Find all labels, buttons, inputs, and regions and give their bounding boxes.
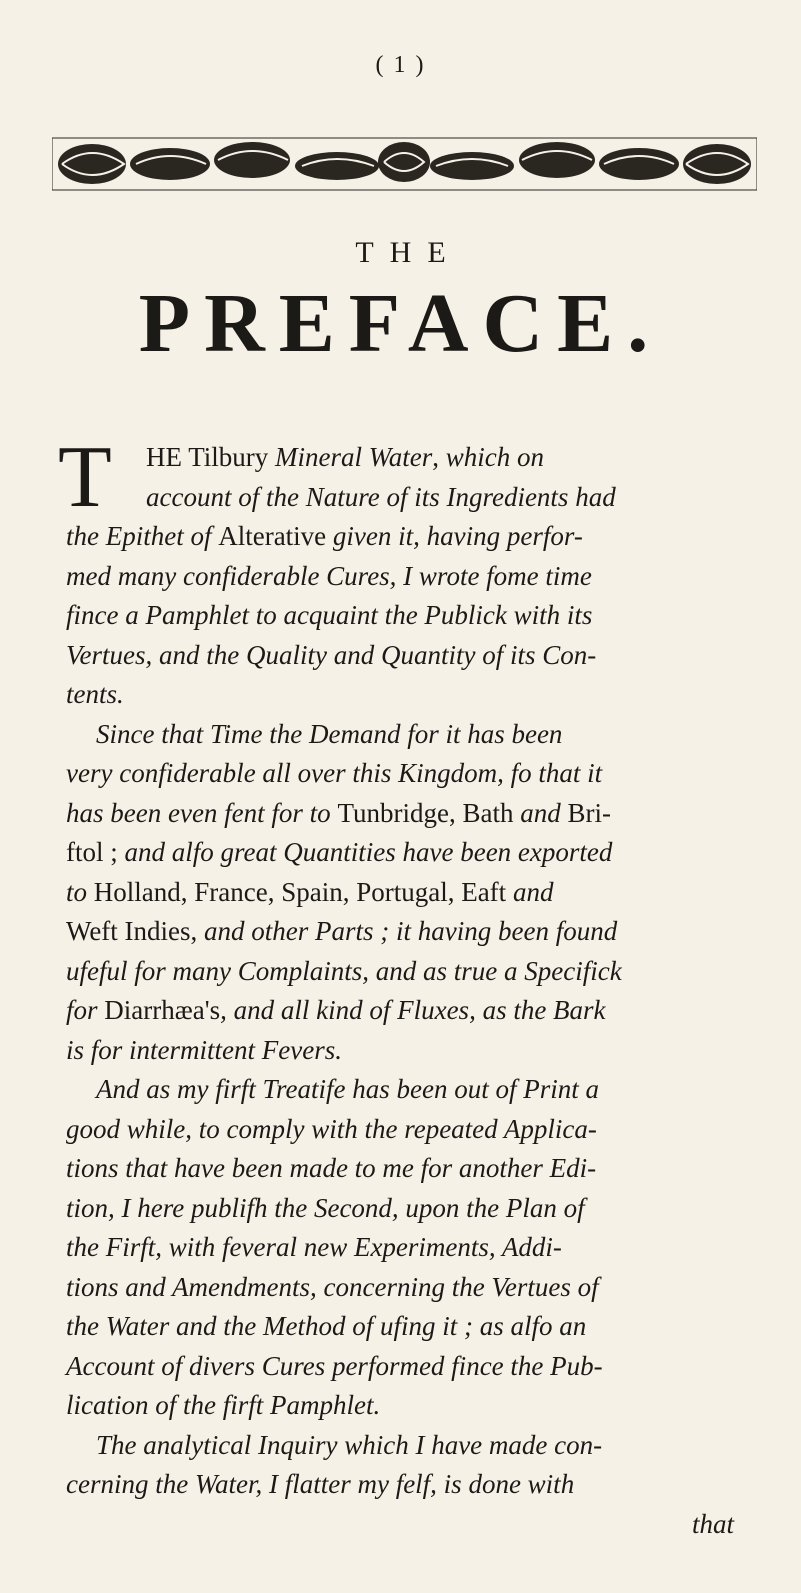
text-line-content xyxy=(66,1153,596,1183)
text-run: account of the Nature of its Ingredients had xyxy=(146,481,616,512)
text-run: cerning the Water, I flatter my felf, is done with xyxy=(66,1469,575,1499)
text-line xyxy=(66,478,746,518)
text-line-content xyxy=(66,1232,562,1262)
text-line-content xyxy=(66,600,592,630)
text-line xyxy=(66,991,746,1031)
text-run: lication of the firft Pamphlet. xyxy=(66,1390,381,1420)
text-run: med many confiderable Cures, I wrote fome time xyxy=(66,560,592,591)
text-line-content xyxy=(66,956,622,986)
text-line-content xyxy=(66,1114,597,1144)
text-line xyxy=(66,1228,746,1268)
text-line xyxy=(66,675,746,715)
text-line-content xyxy=(96,719,562,749)
text-line xyxy=(66,1386,746,1426)
text-run: ufeful for many Complaints, and as true a Specifick xyxy=(66,955,622,986)
text-run: tions that have been made to me for another Edi- xyxy=(66,1153,597,1183)
text-line-content xyxy=(66,995,606,1025)
text-line xyxy=(66,1189,746,1229)
text-run: , xyxy=(432,442,446,472)
text-line-content xyxy=(66,916,617,946)
text-run: the Firft, with feveral new Experiments, Addi- xyxy=(66,1232,562,1262)
text-run: very confiderable all over this Kingdom, fo that it xyxy=(66,758,603,788)
text-run: is for intermittent Fevers. xyxy=(66,1034,342,1065)
text-run: fince a Pamphlet to acquaint the Publick with its xyxy=(66,600,593,630)
text-line-content xyxy=(66,877,553,907)
text-line-content xyxy=(66,798,611,828)
text-run: , and all kind of Fluxes, as the Bark xyxy=(220,995,606,1025)
text-line-content xyxy=(66,837,612,867)
text-line xyxy=(66,754,746,794)
text-line-content xyxy=(66,1272,599,1302)
text-line xyxy=(66,636,746,676)
text-lines xyxy=(66,438,746,1505)
text-line-content xyxy=(146,442,544,472)
page-title: PREFACE. xyxy=(138,277,663,370)
text-run: for xyxy=(66,995,105,1025)
text-run: Diarrhæa's xyxy=(104,995,221,1025)
text-run: Holland, France, Spain, Portugal, Eaft xyxy=(93,876,513,907)
text-line xyxy=(66,557,746,597)
text-run: ftol ; xyxy=(66,837,125,867)
text-line xyxy=(66,1426,746,1466)
text-line xyxy=(66,1347,746,1387)
text-line-content xyxy=(66,1193,585,1223)
drop-cap: T xyxy=(58,429,112,526)
text-run: HE Tilbury xyxy=(146,442,276,472)
text-run: Account of divers Cures performed fince the Pub- xyxy=(66,1350,603,1381)
text-line xyxy=(66,1465,746,1505)
text-line xyxy=(66,517,746,557)
text-line-content xyxy=(96,1430,602,1460)
text-line xyxy=(66,833,746,873)
text-line-content xyxy=(66,1351,603,1381)
text-line xyxy=(66,715,746,755)
text-run: Bri- xyxy=(567,797,611,828)
text-line xyxy=(66,438,746,478)
text-run: And as my firft Treatife has been out of Print a xyxy=(96,1074,599,1104)
ornamental-headpiece xyxy=(52,136,757,192)
text-run: has been even fent for to xyxy=(66,797,338,828)
text-run: Weft Indies, xyxy=(66,916,205,946)
text-run: the Epithet of xyxy=(66,521,219,551)
text-line xyxy=(66,1031,746,1071)
text-line-content xyxy=(66,1035,342,1065)
text-line xyxy=(66,1070,746,1110)
text-line xyxy=(66,873,746,913)
text-run: tents. xyxy=(66,679,124,709)
text-run: Mineral Water xyxy=(275,442,433,472)
text-line-content xyxy=(66,521,583,551)
catchword: that xyxy=(691,1508,734,1539)
text-run: given it, having perfor- xyxy=(332,521,583,551)
text-line xyxy=(66,1110,746,1150)
text-line-content xyxy=(66,1469,574,1499)
text-line xyxy=(66,1307,746,1347)
text-run: tions and Amendments, concerning the Vertues of xyxy=(66,1271,599,1302)
text-run: tion, I here publifh the Second, upon the Plan of xyxy=(66,1192,585,1223)
text-run: and xyxy=(512,876,554,907)
text-line-content xyxy=(146,482,616,512)
text-line-content xyxy=(96,1074,599,1104)
text-line-content xyxy=(66,679,124,709)
text-run: and alfo great Quantities have been exported xyxy=(124,837,613,867)
text-run: the Water and the Method of ufing it ; as alfo an xyxy=(66,1311,587,1341)
text-line xyxy=(66,1149,746,1189)
text-line xyxy=(66,794,746,834)
text-run: and other Parts ; it having been found xyxy=(204,916,618,946)
text-line-content xyxy=(66,1311,586,1341)
text-line xyxy=(66,912,746,952)
text-run: Tunbridge, Bath xyxy=(337,797,521,828)
text-run: Alterative xyxy=(218,521,333,551)
text-line xyxy=(66,952,746,992)
page-number: ( 1 ) xyxy=(375,52,426,78)
text-line-content xyxy=(66,561,592,591)
text-run: Vertues, and the Quality and Quantity of its Con- xyxy=(66,639,597,670)
text-run: Since that Time the Demand for it has been xyxy=(96,718,563,749)
text-line xyxy=(66,1268,746,1308)
text-run: which on xyxy=(445,442,545,472)
text-run: The analytical Inquiry which I have made con- xyxy=(96,1429,603,1460)
text-line-content xyxy=(66,1390,380,1420)
heading-the: THE xyxy=(355,236,462,269)
text-line-content xyxy=(66,640,596,670)
text-line-content xyxy=(66,758,602,788)
body-text xyxy=(58,429,746,1544)
text-line xyxy=(66,596,746,636)
text-run: to xyxy=(66,876,94,907)
text-run: good while, to comply with the repeated Applica- xyxy=(66,1113,597,1144)
text-run: and xyxy=(520,797,568,828)
